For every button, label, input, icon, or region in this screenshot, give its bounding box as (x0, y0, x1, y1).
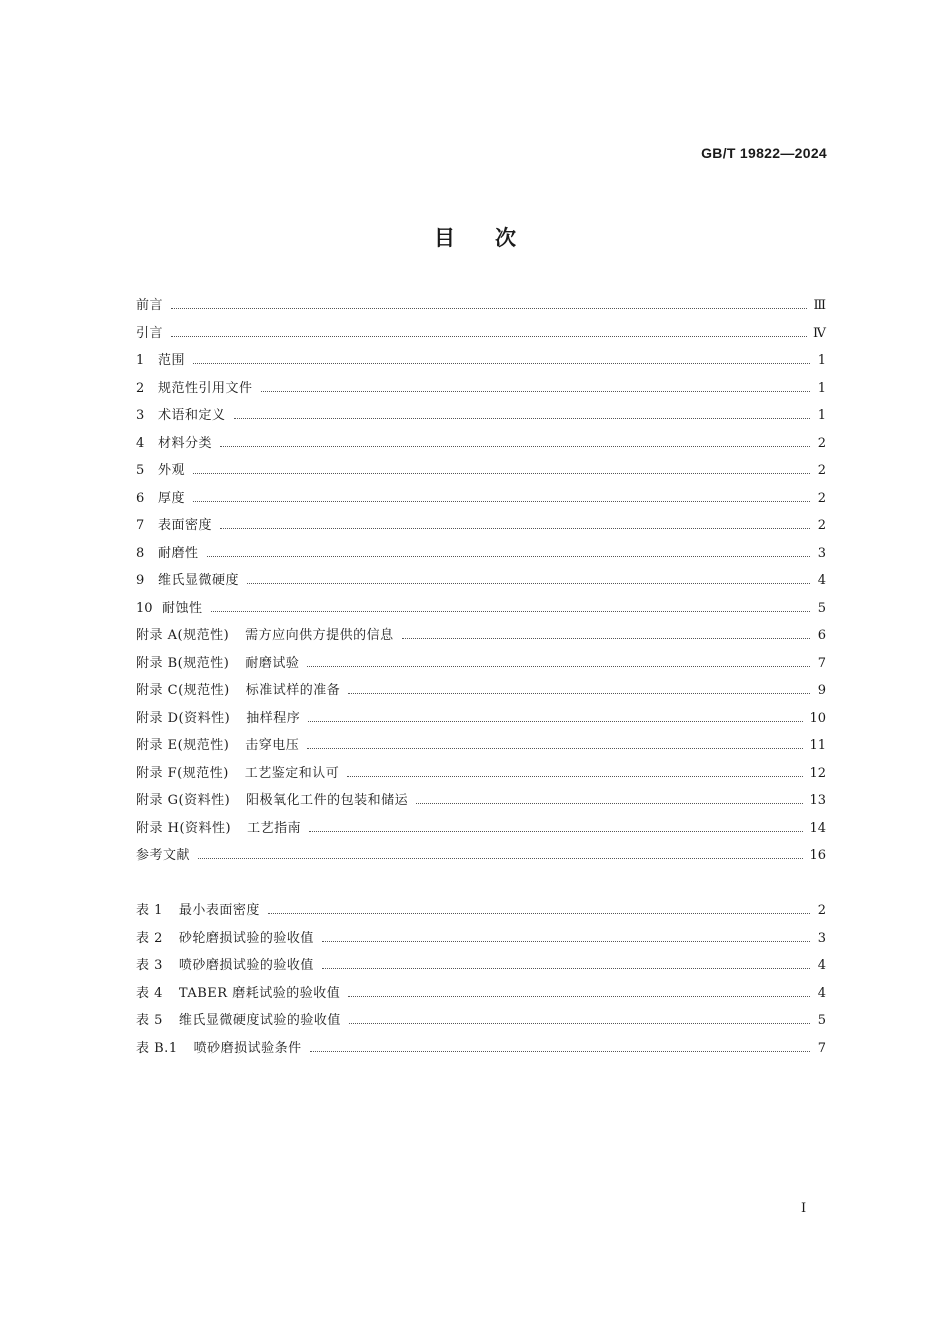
table-entry-page: 2 (817, 903, 826, 918)
page-title: 目次 (434, 226, 556, 250)
toc-entry[interactable] (136, 487, 826, 515)
standard-code: GB/T 19822—2024 (701, 145, 827, 161)
toc-entry-label: 术语和定义 (158, 408, 226, 423)
table-entry-label: 维氏显微硬度试验的验收值 (178, 1013, 341, 1028)
toc-entry-label: 耐蚀性 (162, 600, 203, 616)
toc-entry[interactable] (136, 322, 826, 350)
toc-entry-label: 引言 (136, 325, 164, 341)
leader-dots (349, 1023, 810, 1024)
toc-entry-label: 范围 (158, 353, 186, 368)
toc-entry-page: 2 (817, 518, 826, 533)
leader-dots (171, 308, 807, 309)
toc-entry-number: 4 (136, 435, 145, 451)
toc-entry-label: 表面密度 (158, 518, 213, 533)
toc-entry-page: 2 (817, 490, 826, 506)
toc-entry-page: 10 (809, 710, 826, 726)
toc-entry[interactable] (136, 377, 826, 405)
toc-entry-page: 2 (817, 463, 826, 478)
leader-dots (220, 528, 810, 529)
leader-dots (193, 473, 810, 474)
table-entry-page: 4 (817, 985, 826, 1001)
leader-dots (193, 501, 810, 502)
table-entry-label: TABER 磨耗试验的验收值 (178, 985, 341, 1001)
leader-dots (308, 721, 803, 722)
toc-entry[interactable] (136, 459, 826, 487)
toc-entry-label: 抽样程序 (246, 710, 301, 726)
toc-entry-label: 耐磨试验 (245, 655, 300, 671)
toc-entry[interactable] (136, 789, 826, 817)
leader-dots (171, 336, 807, 337)
leader-dots (234, 418, 810, 419)
toc-entry-page: 7 (817, 655, 826, 671)
leader-dots (322, 968, 810, 969)
leader-dots (348, 996, 810, 997)
toc-entry-annex: 附录 A(规范性) (136, 628, 230, 643)
toc-entry-page: 1 (817, 380, 826, 396)
toc-entry-label: 材料分类 (158, 435, 213, 451)
toc-entry[interactable] (136, 294, 826, 322)
leader-dots (402, 638, 810, 639)
leader-dots (261, 391, 810, 392)
toc-entry-number: 6 (136, 490, 145, 506)
table-entry-number: 表 5 (136, 1013, 163, 1028)
toc-entry[interactable] (136, 817, 826, 845)
toc-entry-page: 1 (817, 408, 826, 423)
leader-dots (247, 583, 810, 584)
toc-entry-label: 厚度 (158, 490, 186, 506)
toc-entry-page: Ⅲ (813, 298, 826, 313)
table-entry-page: 4 (817, 958, 826, 973)
toc-entry[interactable] (136, 569, 826, 597)
toc-entry-page: 5 (817, 600, 826, 616)
toc-entry[interactable] (136, 624, 826, 652)
toc-entry-page: Ⅳ (813, 325, 826, 341)
toc-entry-page: 11 (809, 738, 826, 753)
table-entry-label: 最小表面密度 (178, 903, 260, 918)
toc-entry-number: 3 (136, 408, 145, 423)
toc-entry-number: 2 (136, 380, 145, 396)
toc-entry-label: 标准试样的准备 (245, 683, 341, 698)
table-entry[interactable] (136, 982, 826, 1010)
toc-entry-page: 9 (817, 683, 826, 698)
toc-entry-page: 3 (817, 545, 826, 561)
table-entry-label: 喷砂磨损试验条件 (193, 1040, 302, 1056)
toc-entry-number: 5 (136, 463, 145, 478)
toc-entry-page: 4 (817, 573, 826, 588)
toc-entry-page: 6 (817, 628, 826, 643)
table-entry-page: 3 (817, 930, 826, 946)
toc-entry-label: 击穿电压 (245, 738, 300, 753)
toc-entry-number: 9 (136, 573, 145, 588)
toc-entry[interactable] (136, 734, 826, 762)
table-entry-number: 表 B.1 (136, 1040, 178, 1056)
toc-entry-annex: 附录 G(资料性) (136, 793, 231, 808)
footer-page-number: I (801, 1201, 807, 1216)
leader-dots (310, 1051, 810, 1052)
toc-entry-page: 16 (809, 848, 826, 863)
table-entry[interactable] (136, 927, 826, 955)
toc-entry-number: 7 (136, 518, 145, 533)
toc-entry-label: 阳极氧化工件的包装和储运 (246, 793, 409, 808)
table-entry-label: 砂轮磨损试验的验收值 (178, 930, 314, 946)
toc-list (136, 294, 826, 872)
table-entry-number: 表 2 (136, 930, 163, 946)
table-entry[interactable] (136, 954, 826, 982)
toc-entry-label: 规范性引用文件 (158, 380, 253, 396)
toc-entry-label: 前言 (136, 298, 164, 313)
table-entry-label: 喷砂磨损试验的验收值 (178, 958, 314, 973)
toc-entry-label: 工艺指南 (247, 820, 302, 836)
toc-entry[interactable] (136, 542, 826, 570)
leader-dots (348, 693, 810, 694)
toc-entry[interactable] (136, 432, 826, 460)
toc-entry[interactable] (136, 597, 826, 625)
toc-entry-label: 耐磨性 (158, 545, 199, 561)
toc-entry[interactable] (136, 762, 826, 790)
leader-dots (322, 941, 810, 942)
leader-dots (268, 913, 810, 914)
table-entry[interactable] (136, 1037, 826, 1065)
toc-entry-annex: 附录 F(规范性) (136, 765, 229, 781)
table-entry-number: 表 4 (136, 985, 163, 1001)
toc-entry-label: 外观 (158, 463, 186, 478)
toc-entry[interactable] (136, 652, 826, 680)
table-entry[interactable] (136, 1009, 826, 1037)
table-entry-page: 5 (817, 1013, 826, 1028)
leader-dots (211, 611, 810, 612)
leader-dots (307, 748, 803, 749)
toc-entry[interactable] (136, 679, 826, 707)
toc-entry-label: 工艺鉴定和认可 (244, 765, 340, 781)
toc-entry-page: 13 (809, 793, 826, 808)
toc-entry-annex: 附录 D(资料性) (136, 710, 231, 726)
leader-dots (220, 446, 810, 447)
leader-dots (416, 803, 803, 804)
toc-entry-number: 8 (136, 545, 145, 561)
table-entry-number: 表 1 (136, 903, 163, 918)
toc-entry-annex: 附录 H(资料性) (136, 820, 232, 836)
toc-entry-page: 2 (817, 435, 826, 451)
leader-dots (309, 831, 803, 832)
toc-entry-label: 维氏显微硬度 (158, 573, 240, 588)
leader-dots (193, 363, 810, 364)
leader-dots (307, 666, 810, 667)
leader-dots (207, 556, 810, 557)
toc-entry-label: 参考文献 (136, 848, 191, 863)
toc-entry-annex: 附录 E(规范性) (136, 738, 230, 753)
toc-entry-page: 12 (809, 765, 826, 781)
table-entry[interactable] (136, 899, 826, 927)
table-entry-page: 7 (817, 1040, 826, 1056)
table-list (136, 899, 826, 1064)
toc-entry[interactable] (136, 844, 826, 872)
toc-entry[interactable] (136, 707, 826, 735)
toc-entry[interactable] (136, 514, 826, 542)
toc-entry-number: 10 (136, 600, 153, 616)
toc-entry-page: 14 (809, 820, 826, 836)
toc-entry-label: 需方应向供方提供的信息 (245, 628, 394, 643)
toc-entry-number: 1 (136, 353, 145, 368)
table-entry-number: 表 3 (136, 958, 163, 973)
toc-entry[interactable] (136, 349, 826, 377)
toc-entry-annex: 附录 C(规范性) (136, 683, 230, 698)
toc-entry[interactable] (136, 404, 826, 432)
leader-dots (198, 858, 803, 859)
toc-entry-page: 1 (817, 353, 826, 368)
leader-dots (347, 776, 803, 777)
toc-entry-annex: 附录 B(规范性) (136, 655, 230, 671)
